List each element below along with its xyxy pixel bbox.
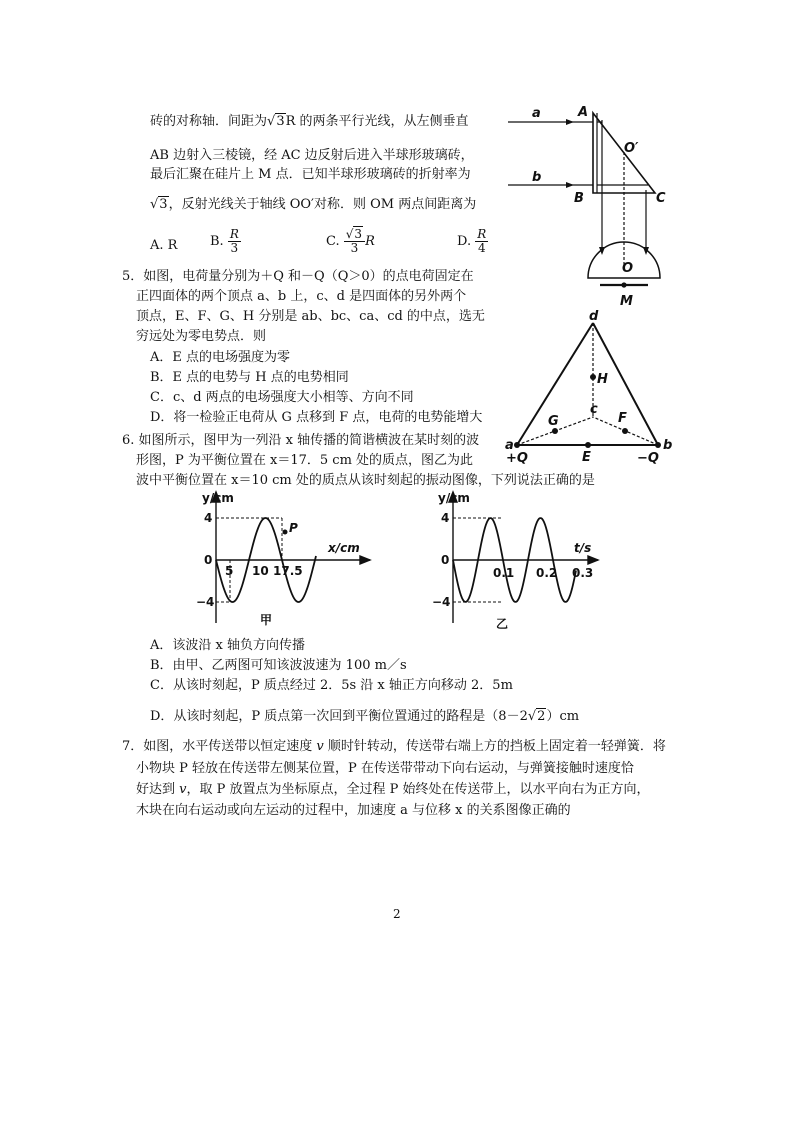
q4-option-c: C. $\frac{√3}{3}$ R [326,227,375,255]
q4-option-b: B. $\frac{R}{3}$ [210,227,239,255]
q6-option-a: A．该波沿 x 轴负方向传播 [150,638,305,653]
tick-4: 4 [441,511,450,525]
label-C: C [656,191,666,206]
label-P: P [289,521,298,535]
q6-line-1: 6. 如图所示，图甲为一列沿 x 轴传播的简谐横波在某时刻的波 [122,433,480,448]
label-A: A [578,105,589,120]
q5-option-c: C．c、d 两点的电场强度大小相等、方向不同 [150,390,414,405]
q4-line-3: 最后汇聚在硅片上 M 点．已知半球形玻璃砖的折射率为 [150,167,471,182]
q6-line-2: 形图，P 为平衡位置在 x＝17．5 cm 处的质点，图乙为此 [136,453,474,468]
q5-option-b: B．E 点的电势与 H 点的电势相同 [150,370,349,385]
label-d: d [589,309,599,324]
q4-option-d: D. $\frac{R}{4}$ [457,227,487,255]
q4-line-1: 砖的对称轴．间距为√3R 的两条平行光线，从左侧垂直 [150,114,469,129]
tick-5: 5 [225,564,234,578]
wave-graph-jia [190,488,380,633]
t-label: t/s [574,541,592,555]
caption-yi: 乙 [496,617,509,631]
q7-line-4: 木块在向右运动或向左运动的过程中，加速度 a 与位移 x 的关系图像正确的 [136,803,571,818]
q6-line-3: 波中平衡位置在 x＝10 cm 处的质点从该时刻起的振动图像，下列说法正确的是 [136,473,595,488]
point-P [283,530,288,535]
tick-0-1: 0.1 [493,566,515,580]
caption-jia: 甲 [260,613,273,627]
q7-line-1: 7．如图，水平传送带以恒定速度 v 顺时针转动，传送带右端上方的挡板上固定着一轻弹簧．将 [122,739,666,754]
tick-0: 0 [441,553,450,567]
tick-4: 4 [204,511,213,525]
label-a: a [532,106,541,121]
label-B: B [574,191,584,206]
sqrt-3: √3 [150,197,168,212]
q7-line-2: 小物块 P 轻放在传送带左侧某位置，P 在传送带带动下向右运动，与弹簧接触时速度恰 [136,761,634,776]
label-F: F [618,411,627,426]
wave-graph-yi [428,488,618,633]
q5-line-3: 顶点，E、F、G、H 分别是 ab、bc、ca、cd 的中点，选无 [136,309,485,324]
label-c: c [590,402,598,417]
tick-0: 0 [204,553,213,567]
sqrt-3: √3 [267,114,285,129]
label-b: b [532,170,542,185]
sqrt-2: √2 [527,709,546,724]
q6-option-c: C．从该时刻起，P 质点经过 2．5s 沿 x 轴正方向移动 2．5m [150,678,513,693]
label-O-prime: O′ [624,141,639,156]
q6-option-d: D．从该时刻起，P 质点第一次回到平衡位置通过的路程是（8－2√2）cm [150,709,580,724]
q5-line-4: 穷远处为零电势点．则 [136,329,267,344]
tick-minus-4: −4 [196,595,215,609]
label-plus-q: +Q [506,451,528,465]
q4-option-a: A. R [150,238,178,253]
tick-minus-4: −4 [432,595,451,609]
q4-line-4: √3，反射光线关于轴线 OO′对称．则 OM 两点间距离为 [150,197,477,212]
label-E: E [582,450,591,465]
tetrahedron-figure [500,305,680,465]
x-label: x/cm [328,541,360,555]
tick-0-3: 0.3 [572,566,594,580]
label-H: H [597,372,608,387]
tick-0-2: 0.2 [536,566,558,580]
q5-option-a: A．E 点的电场强度为零 [150,350,291,365]
label-O: O [622,261,634,276]
q4-line-2: AB 边射入三棱镜，经 AC 边反射后进入半球形玻璃砖， [150,148,474,163]
q7-line-3: 好达到 v，取 P 放置点为坐标原点，全过程 P 始终处在传送带上，以水平向右为正方向， [136,782,650,797]
label-a-vertex: a [505,438,514,453]
y-label: y/cm [438,491,470,505]
y-label: y/cm [202,491,234,505]
tick-17-5: 17.5 [273,564,303,578]
label-G: G [548,414,559,429]
q5-line-1: 5．如图，电荷量分别为＋Q 和－Q（Q＞0）的点电荷固定在 [122,269,474,284]
q5-line-2: 正四面体的两个顶点 a、b 上，c、d 是四面体的另外两个 [136,289,467,304]
tick-10: 10 [252,564,269,578]
page-number: 2 [393,907,401,921]
q6-option-b: B．由甲、乙两图可知该波波速为 100 m／s [150,658,407,673]
label-b-vertex: b [663,438,673,453]
prism-hemisphere-figure [500,100,680,310]
label-M: M [620,294,633,309]
q5-option-d: D．将一检验正电荷从 G 点移到 F 点，电荷的电势能增大 [150,410,483,425]
label-minus-q: −Q [637,451,659,465]
